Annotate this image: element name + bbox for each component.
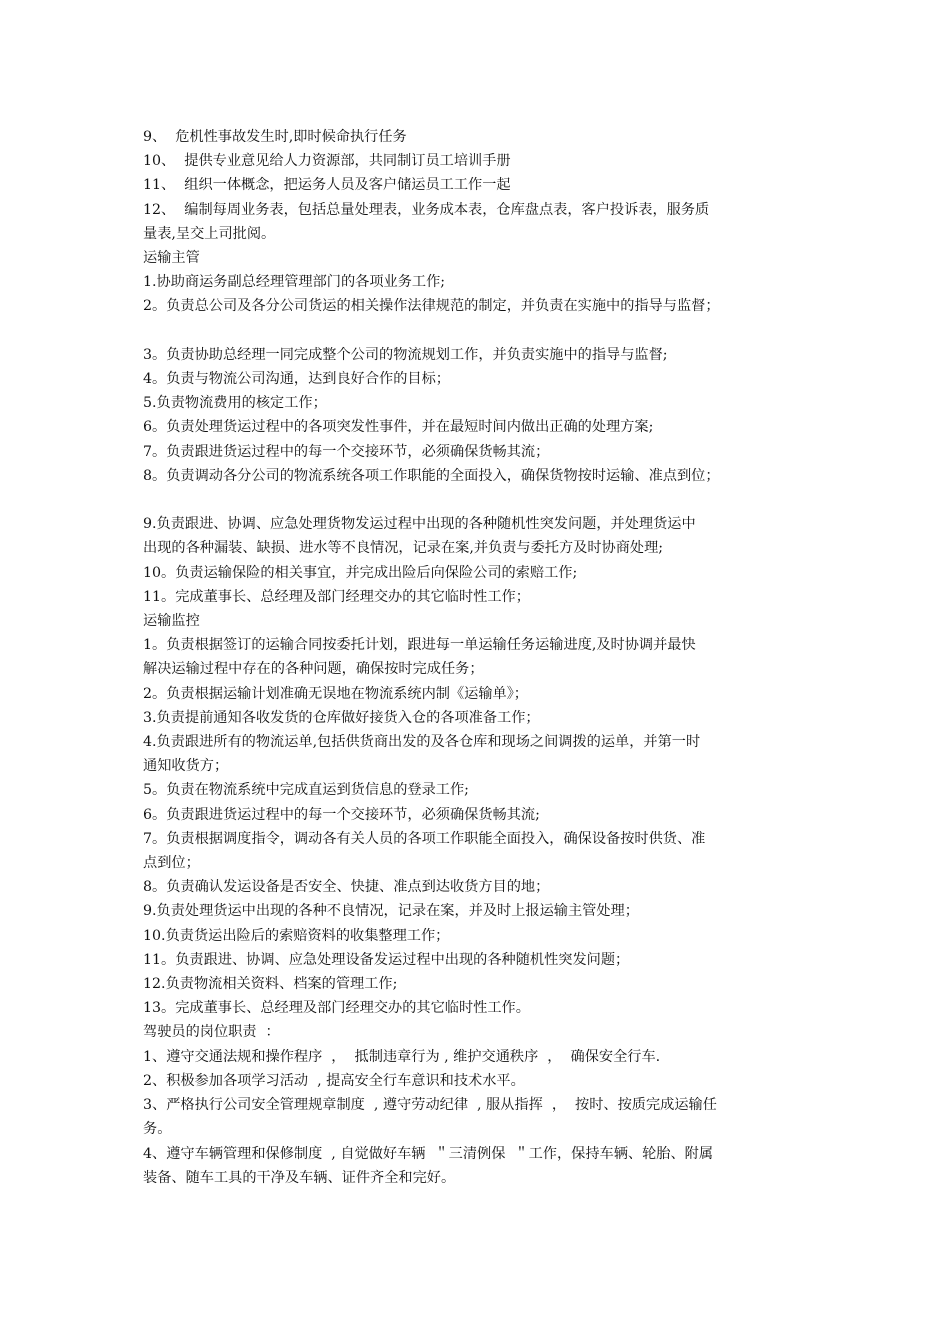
text-line: 4.负责跟进所有的物流运单,包括供货商出发的及各仓库和现场之间调拨的运单，并第一时 bbox=[143, 734, 701, 751]
text-line: 3、严格执行公司安全管理规章制度 , 遵守劳动纪律 , 服从指挥 ， 按时、按质完成运输任 bbox=[143, 1097, 717, 1114]
text-line: 务。 bbox=[143, 1121, 172, 1138]
text-line: 2。负责根据运输计划准确无误地在物流系统内制《运输单》； bbox=[143, 685, 528, 702]
text-line: 9、 危机性事故发生时,即时候命执行任务 bbox=[143, 129, 407, 145]
text-line: 11。完成董事长、总经理及部门经理交办的其它临时性工作； bbox=[143, 588, 530, 605]
text-line: 10、 提供专业意见给人力资源部，共同制订员工培训手册 bbox=[143, 153, 511, 170]
text-line: 7。负责跟进货运过程中的每一个交接环节，必须确保货畅其流； bbox=[143, 443, 550, 460]
text-line: 10.负责货运出险后的索赔资料的收集整理工作； bbox=[143, 927, 450, 944]
text-line: 运输主管 bbox=[143, 250, 200, 267]
text-line: 1.协助商运务副总经理管理部门的各项业务工作; bbox=[143, 274, 446, 291]
text-line: 9.负责处理货运中出现的各种不良情况，记录在案，并及时上报运输主管处理； bbox=[143, 903, 639, 920]
text-line: 3.负责提前通知各收发货的仓库做好接货入仓的各项准备工作； bbox=[143, 709, 540, 726]
text-line: 9.负责跟进、协调、应急处理货物发运过程中出现的各种随机性突发问题，并处理货运中 bbox=[143, 516, 696, 533]
document-page bbox=[143, 125, 818, 1190]
text-line: 2、积极参加各项学习活动 , 提高安全行车意识和技术水平。 bbox=[143, 1072, 525, 1089]
text-line: 5.负责物流费用的核定工作； bbox=[143, 395, 327, 412]
text-line: 6。负责跟进货运过程中的每一个交接环节，必须确保货畅其流; bbox=[143, 806, 540, 823]
text-line: 12.负责物流相关资料、档案的管理工作; bbox=[143, 976, 398, 993]
text-line: 1、遵守交通法规和操作程序 ， 抵制违章行为 , 维护交通秩序 ， 确保安全行车. bbox=[143, 1048, 661, 1065]
text-line: 7。负责根据调度指令，调动各有关人员的各项工作职能全面投入，确保设备按时供货、准 bbox=[143, 830, 706, 847]
text-line: 3。负责协助总经理一同完成整个公司的物流规划工作，并负责实施中的指导与监督; bbox=[143, 346, 668, 363]
text-line: 2。负责总公司及各分公司货运的相关操作法律规范的制定，并负责在实施中的指导与监督； bbox=[143, 298, 720, 315]
text-line: 11、 组织一体概念，把运务人员及客户储运员工工作一起 bbox=[143, 177, 511, 194]
text-line: 解决运输过程中存在的各种问题，确保按时完成任务； bbox=[143, 661, 484, 678]
text-line: 出现的各种漏装、缺损、进水等不良情况，记录在案,并负责与委托方及时协商处理; bbox=[143, 540, 664, 557]
text-line: 点到位； bbox=[143, 855, 200, 872]
text-line: 8。负责调动各分公司的物流系统各项工作职能的全面投入，确保货物按时运输、准点到位； bbox=[143, 467, 720, 484]
text-line: 10。负责运输保险的相关事宜，并完成出险后向保险公司的索赔工作; bbox=[143, 564, 578, 581]
blank-line bbox=[143, 319, 818, 343]
text-line: 12、 编制每周业务表，包括总量处理表，业务成本表，仓库盘点表，客户投诉表，服务质 bbox=[143, 201, 710, 218]
text-line: 1。负责根据签订的运输合同按委托计划，跟进每一单运输任务运输进度,及时协调并最快 bbox=[143, 637, 696, 654]
text-line: 4、遵守车辆管理和保修制度 , 自觉做好车辆 ＂三清例保 ＂工作，保持车辆、轮胎、附属 bbox=[143, 1145, 714, 1162]
text-line: 5。负责在物流系统中完成直运到货信息的登录工作; bbox=[143, 782, 469, 799]
text-line: 通知收货方； bbox=[143, 758, 229, 775]
text-line: 装备、随车工具的干净及车辆、证件齐全和完好。 bbox=[143, 1169, 456, 1186]
text-line: 6。负责处理货运过程中的各项突发性事件，并在最短时间内做出正确的处理方案; bbox=[143, 419, 654, 436]
text-line: 驾驶员的岗位职责 ： bbox=[143, 1024, 280, 1041]
text-line: 8。负责确认发运设备是否安全、快捷、准点到达收货方目的地； bbox=[143, 879, 550, 896]
text-line: 4。负责与物流公司沟通，达到良好合作的目标； bbox=[143, 371, 450, 388]
blank-line bbox=[143, 488, 818, 512]
text-line: 运输监控 bbox=[143, 613, 200, 630]
text-line: 13。完成董事长、总经理及部门经理交办的其它临时性工作。 bbox=[143, 1000, 530, 1017]
text-line: 量表,呈交上司批阅。 bbox=[143, 225, 276, 242]
text-line: 11。负责跟进、协调、应急处理设备发运过程中出现的各种随机性突发问题； bbox=[143, 951, 630, 968]
